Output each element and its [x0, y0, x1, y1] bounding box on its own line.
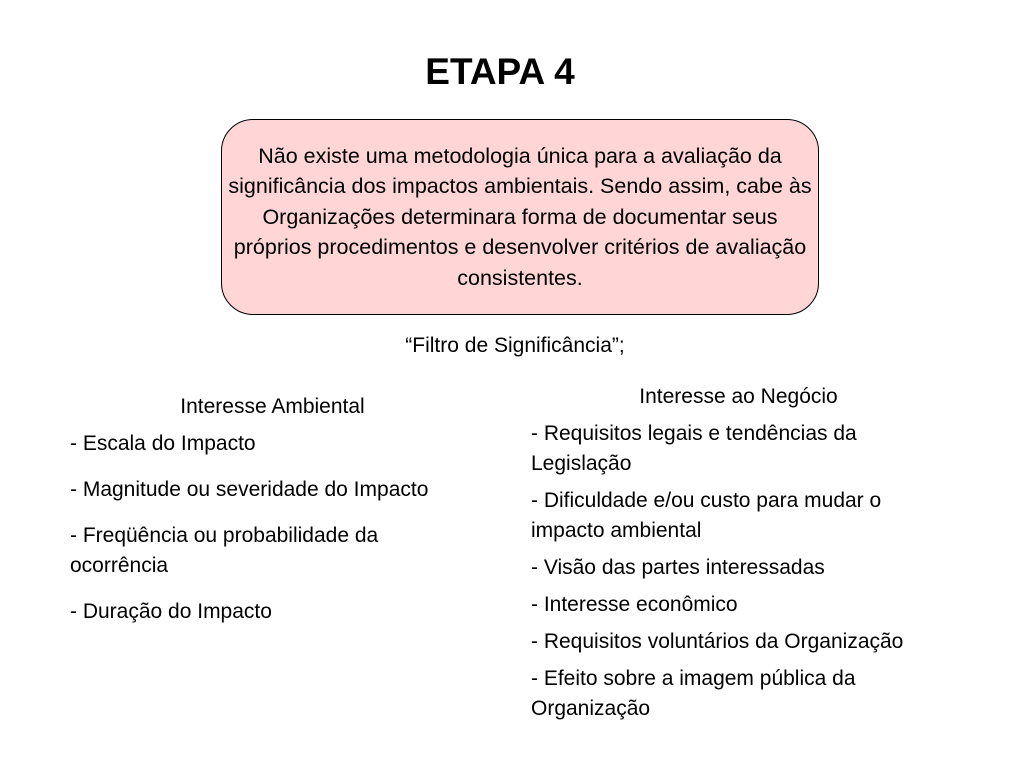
list-item: - Interesse econômico	[531, 593, 738, 616]
list-item: - Requisitos legais e tendências da Legislação	[531, 422, 857, 475]
list-item: - Efeito sobre a imagem pública da Organização	[531, 667, 856, 720]
list-item: - Escala do Impacto	[70, 432, 256, 455]
right-column-heading: Interesse ao Negócio	[639, 385, 838, 408]
list-item: - Duração do Impacto	[70, 600, 272, 623]
list-item: - Requisitos voluntários da Organização	[531, 630, 904, 653]
list-item: - Dificuldade e/ou custo para mudar o impacto ambiental	[531, 489, 882, 542]
right-column-list	[531, 419, 951, 724]
left-column-list	[70, 429, 475, 627]
list-item: - Freqüência ou probabilidade da ocorrência	[70, 524, 379, 577]
right-column	[531, 383, 951, 731]
highlight-text: Não existe uma metodologia única para a avaliação da significância dos impactos ambientais. Sendo assim, cabe às Organizações determinara forma de documentar seus próprios procedimentos e desenvolver critérios de avaliação consistentes.	[228, 143, 812, 290]
left-column-heading: Interesse Ambiental	[180, 395, 365, 418]
highlight-box	[221, 119, 819, 315]
list-item: - Visão das partes interessadas	[531, 556, 825, 579]
list-item: - Magnitude ou severidade do Impacto	[70, 478, 429, 501]
subtitle: “Filtro de Significância”;	[405, 334, 625, 357]
left-column	[70, 393, 475, 643]
slide-title: ETAPA 4	[425, 51, 575, 92]
